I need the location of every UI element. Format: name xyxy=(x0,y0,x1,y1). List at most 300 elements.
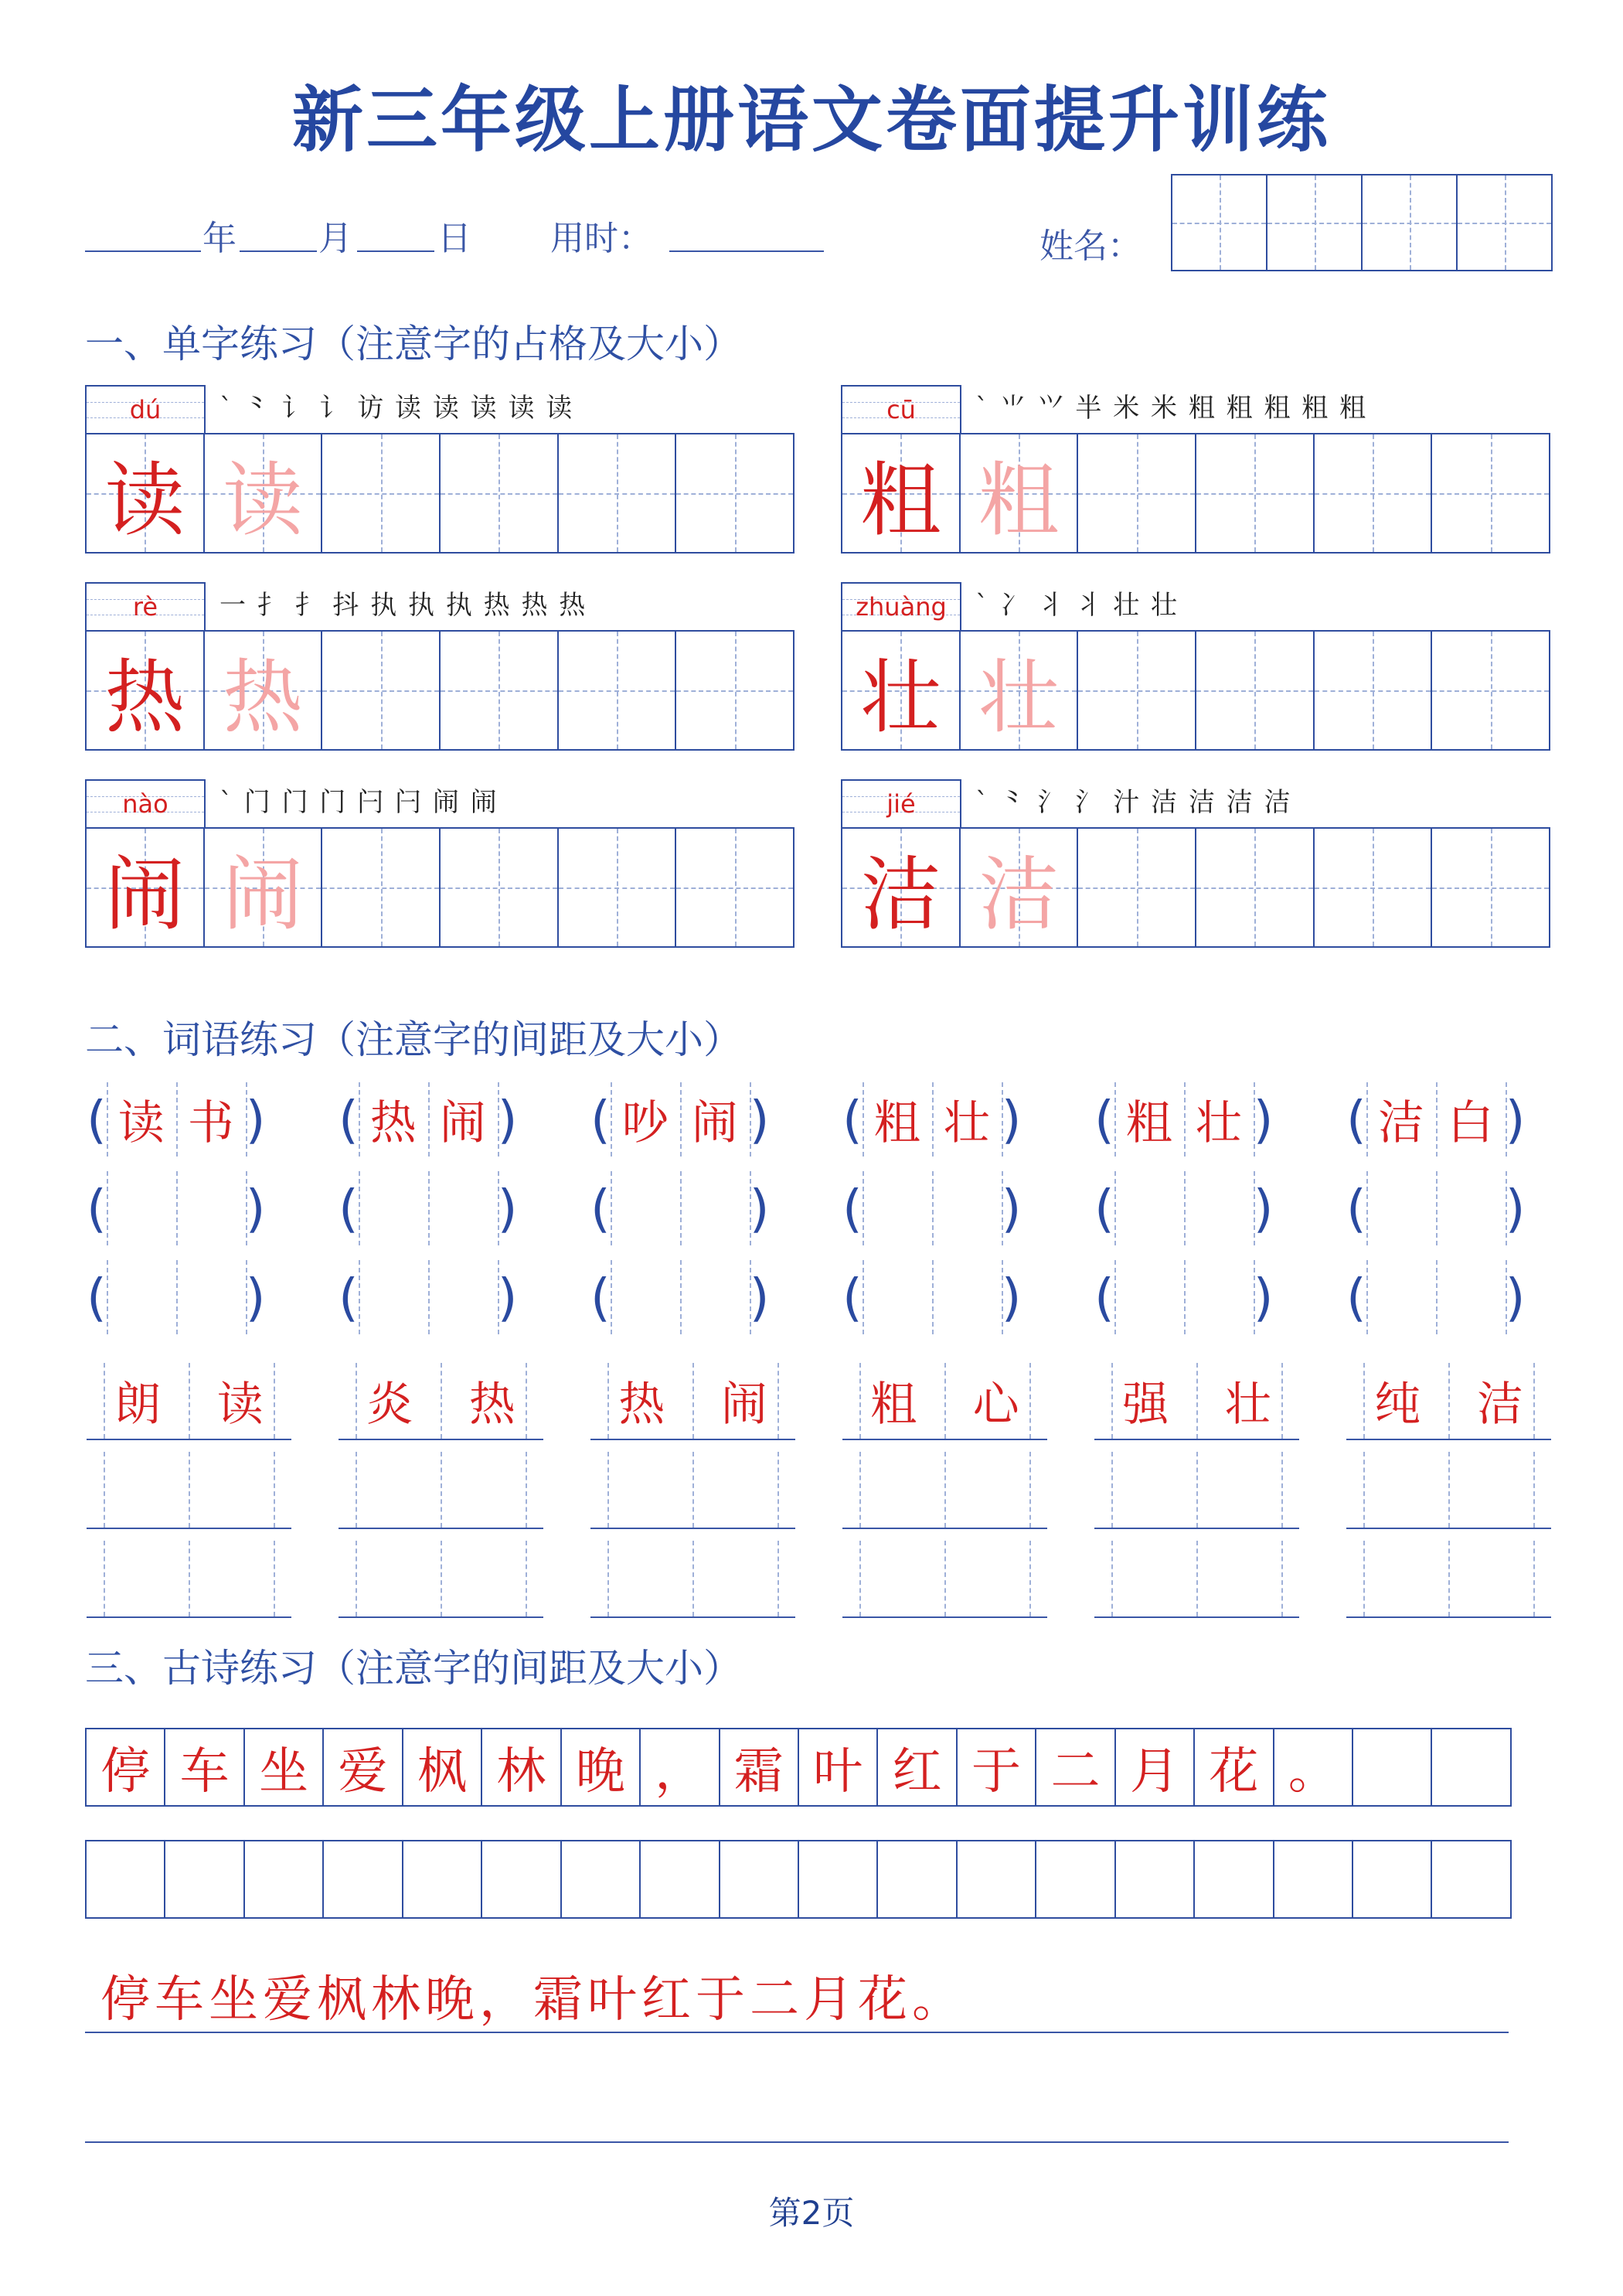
word-paren-filled xyxy=(842,1082,1022,1157)
tianzige-cell[interactable] xyxy=(322,829,441,946)
tianzige-cell xyxy=(205,829,323,946)
tianzige-cell[interactable] xyxy=(1078,434,1196,552)
word-char xyxy=(1114,1171,1184,1245)
paren-close: ) xyxy=(749,1089,770,1150)
poem-cell: 车 xyxy=(165,1729,244,1805)
word-char xyxy=(189,1452,292,1528)
paren-open: ( xyxy=(339,1178,359,1238)
paren-open: ( xyxy=(87,1178,107,1238)
day-blank[interactable] xyxy=(357,210,434,252)
poem-cell-blank[interactable] xyxy=(1353,1841,1432,1917)
pinyin-text: rè xyxy=(132,592,158,622)
word-box xyxy=(1366,1082,1506,1157)
poem-cell-blank[interactable] xyxy=(958,1841,1036,1917)
word-char xyxy=(1184,1171,1254,1245)
paren-close: ) xyxy=(1505,1178,1526,1238)
tianzige-cell[interactable] xyxy=(441,632,559,749)
paren-open: ( xyxy=(1094,1267,1114,1327)
pinyin-box xyxy=(841,582,961,630)
poem-writing-line[interactable] xyxy=(85,2141,1509,2143)
word-paren-blank[interactable] xyxy=(87,1171,266,1245)
word-char: 纯 xyxy=(1374,1378,1421,1432)
word-line-filled xyxy=(1094,1363,1299,1440)
word-box xyxy=(863,1260,1002,1334)
word-char xyxy=(863,1260,932,1334)
word-box xyxy=(863,1171,1002,1245)
poem-cell-blank[interactable] xyxy=(1036,1841,1115,1917)
tianzige-cell[interactable] xyxy=(1432,632,1549,749)
word-char: 心 xyxy=(972,1378,1019,1432)
section-1-heading: 一、单字练习（注意字的占格及大小） xyxy=(85,322,742,366)
word-paren-blank[interactable] xyxy=(1094,1171,1274,1245)
char-glyph: 壮 xyxy=(978,650,1060,744)
poem-cell: 霜 xyxy=(720,1729,799,1805)
word-box xyxy=(863,1082,1002,1157)
name-label: 姓名： xyxy=(1039,227,1142,266)
word-line-filled xyxy=(87,1363,291,1440)
word-paren-blank[interactable] xyxy=(87,1260,266,1334)
word-box xyxy=(107,1260,246,1334)
word-box xyxy=(359,1171,498,1245)
word-char xyxy=(359,1171,428,1245)
word-char xyxy=(945,1541,1048,1616)
word-box xyxy=(107,1171,246,1245)
poem-cell: 月 xyxy=(1116,1729,1195,1805)
word-line-blank[interactable] xyxy=(842,1452,1047,1529)
char-practice-block xyxy=(85,582,794,751)
char-glyph: 闹 xyxy=(104,847,185,942)
word-line-filled xyxy=(590,1363,795,1440)
tianzige-cell[interactable] xyxy=(322,632,441,749)
name-cell[interactable] xyxy=(1172,175,1267,270)
word-box xyxy=(1114,1260,1254,1334)
day-label: 日 xyxy=(437,219,471,258)
paren-open: ( xyxy=(1094,1089,1114,1150)
tianzige-cell[interactable] xyxy=(1078,829,1196,946)
word-char xyxy=(932,1171,1002,1245)
word-char xyxy=(1436,1260,1506,1334)
name-cell[interactable] xyxy=(1363,175,1458,270)
word-box xyxy=(1366,1260,1506,1334)
poem-cell: 停 xyxy=(87,1729,165,1805)
paren-close: ) xyxy=(497,1267,518,1327)
word-line-blank[interactable] xyxy=(1094,1452,1299,1529)
word-char: 吵 xyxy=(621,1096,669,1150)
time-label: 用时： xyxy=(550,219,652,258)
paren-close: ) xyxy=(497,1178,518,1238)
word-line-filled xyxy=(842,1363,1047,1440)
pinyin-text: nào xyxy=(122,789,168,819)
word-char xyxy=(945,1452,1048,1528)
name-grid[interactable] xyxy=(1171,174,1553,271)
pinyin-text: jié xyxy=(886,789,916,819)
word-char: 壮 xyxy=(943,1096,990,1150)
tianzige-cell xyxy=(961,434,1079,552)
word-char: 洁 xyxy=(1476,1378,1523,1432)
tianzige-cell xyxy=(842,632,961,749)
word-line-filled xyxy=(339,1363,543,1440)
char-glyph: 洁 xyxy=(978,847,1060,942)
stroke-order: ` ⺀ 讠 讠 访 读 读 读 读 读 xyxy=(219,393,574,424)
word-box xyxy=(107,1082,246,1157)
char-glyph: 热 xyxy=(104,650,185,744)
poem-cell: 红 xyxy=(878,1729,957,1805)
word-char xyxy=(1184,1260,1254,1334)
tianzige-cell xyxy=(87,632,205,749)
stroke-order: ` 冫 丬 丬 壮 壮 xyxy=(975,590,1179,621)
word-box xyxy=(1366,1171,1506,1245)
word-char xyxy=(176,1171,246,1245)
paren-close: ) xyxy=(1001,1089,1022,1150)
word-char: 闹 xyxy=(691,1096,738,1150)
poem-cell: ， xyxy=(641,1729,720,1805)
stroke-order: ` ⺀ 氵 氵 汁 洁 洁 洁 洁 xyxy=(975,787,1292,818)
pinyin-box xyxy=(841,385,961,433)
time-blank[interactable] xyxy=(669,210,824,252)
word-char: 闹 xyxy=(720,1378,767,1432)
poem-cell-blank[interactable] xyxy=(1195,1841,1274,1917)
paren-open: ( xyxy=(590,1089,611,1150)
poem-cell: 于 xyxy=(958,1729,1036,1805)
word-paren-filled xyxy=(87,1082,266,1157)
word-char xyxy=(1197,1452,1300,1528)
char-glyph: 壮 xyxy=(860,650,941,744)
month-label: 月 xyxy=(318,219,352,258)
poem-cell-blank[interactable] xyxy=(1116,1841,1195,1917)
word-char: 壮 xyxy=(1224,1378,1271,1432)
pinyin-box xyxy=(85,582,206,630)
tianzige-grid xyxy=(841,433,1550,554)
tianzige-cell[interactable] xyxy=(559,829,677,946)
tianzige-grid xyxy=(85,433,794,554)
page-number: 第2页 xyxy=(768,2194,855,2232)
paren-close: ) xyxy=(1505,1089,1526,1150)
poem-cell: 爱 xyxy=(324,1729,403,1805)
word-char xyxy=(339,1541,441,1616)
tianzige-cell[interactable] xyxy=(1196,632,1315,749)
word-char: 强 xyxy=(1122,1378,1169,1432)
word-char xyxy=(441,1541,544,1616)
tianzige-cell[interactable] xyxy=(676,829,793,946)
pinyin-box xyxy=(85,385,206,433)
word-char xyxy=(693,1541,796,1616)
word-box xyxy=(359,1082,498,1157)
paren-open: ( xyxy=(1346,1089,1366,1150)
poem-cell-blank[interactable] xyxy=(245,1841,324,1917)
word-paren-blank[interactable] xyxy=(339,1171,518,1245)
tianzige-cell[interactable] xyxy=(1196,434,1315,552)
tianzige-cell[interactable] xyxy=(1315,829,1433,946)
tianzige-cell[interactable] xyxy=(441,434,559,552)
paren-close: ) xyxy=(1253,1089,1274,1150)
paren-open: ( xyxy=(590,1267,611,1327)
char-glyph: 粗 xyxy=(978,453,1060,547)
word-char xyxy=(693,1452,796,1528)
char-glyph: 粗 xyxy=(860,453,941,547)
word-paren-blank[interactable] xyxy=(842,1260,1022,1334)
tianzige-cell[interactable] xyxy=(1315,434,1433,552)
tianzige-cell xyxy=(87,434,205,552)
word-line-blank[interactable] xyxy=(1094,1541,1299,1618)
tianzige-cell xyxy=(205,434,323,552)
tianzige-cell[interactable] xyxy=(1196,829,1315,946)
word-paren-filled xyxy=(590,1082,770,1157)
word-paren-blank[interactable] xyxy=(590,1260,770,1334)
word-char xyxy=(680,1260,750,1334)
poem-cell-blank[interactable] xyxy=(641,1841,720,1917)
word-char: 书 xyxy=(187,1096,234,1150)
word-char: 洁 xyxy=(1377,1096,1424,1150)
page-title: 新三年级上册语文卷面提升训练 xyxy=(291,79,1331,162)
word-char: 读 xyxy=(216,1378,264,1432)
tianzige-cell xyxy=(961,829,1079,946)
word-char: 粗 xyxy=(870,1378,917,1432)
poem-cell: 二 xyxy=(1036,1729,1115,1805)
pinyin-text: zhuàng xyxy=(856,592,947,622)
paren-open: ( xyxy=(590,1178,611,1238)
word-char: 热 xyxy=(468,1378,515,1432)
word-char xyxy=(1346,1541,1449,1616)
word-char xyxy=(339,1452,441,1528)
poem-line: 停车坐爱枫林晚，霜叶红于二月花。 xyxy=(100,1971,966,2029)
word-char xyxy=(590,1541,693,1616)
word-char xyxy=(428,1260,498,1334)
poem-cell: 叶 xyxy=(799,1729,878,1805)
poem-cell-blank[interactable] xyxy=(403,1841,482,1917)
pinyin-text: dú xyxy=(129,395,162,424)
tianzige-grid xyxy=(85,630,794,751)
tianzige-cell xyxy=(842,434,961,552)
word-char xyxy=(189,1541,292,1616)
word-line-blank[interactable] xyxy=(87,1541,291,1618)
word-char xyxy=(1366,1260,1436,1334)
word-char xyxy=(176,1260,246,1334)
word-char: 壮 xyxy=(1195,1096,1242,1150)
word-char xyxy=(1094,1541,1197,1616)
char-glyph: 洁 xyxy=(860,847,941,942)
word-char xyxy=(107,1260,176,1334)
paren-close: ) xyxy=(245,1178,266,1238)
poem-cell-blank[interactable] xyxy=(87,1841,165,1917)
char-practice-block xyxy=(85,385,794,554)
poem-cell-blank[interactable] xyxy=(720,1841,799,1917)
word-char xyxy=(1197,1541,1300,1616)
word-box xyxy=(1114,1171,1254,1245)
word-box xyxy=(611,1171,750,1245)
section-3-heading: 三、古诗练习（注意字的间距及大小） xyxy=(85,1646,742,1691)
word-line-blank[interactable] xyxy=(590,1452,795,1529)
word-line-blank[interactable] xyxy=(590,1541,795,1618)
word-char: 闹 xyxy=(439,1096,486,1150)
char-practice-block xyxy=(841,779,1550,948)
word-paren-blank[interactable] xyxy=(1094,1260,1274,1334)
word-char: 热 xyxy=(618,1378,665,1432)
poem-cell: 晚 xyxy=(562,1729,641,1805)
paren-open: ( xyxy=(87,1089,107,1150)
word-char xyxy=(87,1541,189,1616)
word-paren-blank[interactable] xyxy=(1346,1171,1526,1245)
tianzige-cell[interactable] xyxy=(1078,632,1196,749)
poem-cell-blank[interactable] xyxy=(324,1841,403,1917)
word-paren-blank[interactable] xyxy=(339,1260,518,1334)
pinyin-box xyxy=(85,779,206,827)
poem-cell-blank[interactable] xyxy=(482,1841,561,1917)
poem-cell-blank[interactable] xyxy=(1432,1841,1509,1917)
word-char xyxy=(359,1260,428,1334)
char-practice-block xyxy=(841,385,1550,554)
word-char xyxy=(932,1260,1002,1334)
word-char xyxy=(87,1452,189,1528)
paren-close: ) xyxy=(1253,1178,1274,1238)
paren-open: ( xyxy=(842,1267,863,1327)
tianzige-cell[interactable] xyxy=(676,434,793,552)
paren-open: ( xyxy=(1346,1267,1366,1327)
word-char: 粗 xyxy=(873,1096,920,1150)
word-char: 读 xyxy=(117,1096,165,1150)
tianzige-grid xyxy=(841,630,1550,751)
poem-underline xyxy=(85,2032,1509,2033)
word-char xyxy=(1449,1541,1552,1616)
pinyin-box xyxy=(841,779,961,827)
word-line-filled xyxy=(1346,1363,1551,1440)
tianzige-cell xyxy=(87,829,205,946)
tianzige-cell[interactable] xyxy=(1315,632,1433,749)
poem-cell-blank[interactable] xyxy=(165,1841,244,1917)
tianzige-cell[interactable] xyxy=(559,632,677,749)
word-char: 朗 xyxy=(114,1378,162,1432)
word-char xyxy=(680,1171,750,1245)
word-char: 白 xyxy=(1447,1096,1494,1150)
word-char xyxy=(842,1541,945,1616)
paren-open: ( xyxy=(87,1267,107,1327)
name-cell[interactable] xyxy=(1458,175,1551,270)
word-char xyxy=(1436,1171,1506,1245)
tianzige-grid xyxy=(85,827,794,948)
word-char xyxy=(1346,1452,1449,1528)
paren-close: ) xyxy=(1001,1267,1022,1327)
month-blank[interactable] xyxy=(240,210,317,252)
paren-close: ) xyxy=(749,1178,770,1238)
poem-cell: 。 xyxy=(1274,1729,1353,1805)
word-box xyxy=(1114,1082,1254,1157)
word-paren-blank[interactable] xyxy=(1346,1260,1526,1334)
word-char xyxy=(107,1171,176,1245)
word-char xyxy=(1449,1452,1552,1528)
poem-cell: 坐 xyxy=(245,1729,324,1805)
stroke-order: ` 门 门 门 闩 闩 闹 闹 xyxy=(219,787,498,818)
char-glyph: 热 xyxy=(223,650,304,744)
paren-open: ( xyxy=(339,1089,359,1150)
char-glyph: 读 xyxy=(104,453,185,547)
paren-open: ( xyxy=(1094,1178,1114,1238)
tianzige-cell xyxy=(842,829,961,946)
word-char xyxy=(863,1171,932,1245)
paren-open: ( xyxy=(339,1267,359,1327)
word-char xyxy=(428,1171,498,1245)
poem-cell: 花 xyxy=(1195,1729,1274,1805)
poem-cell-blank[interactable] xyxy=(878,1841,957,1917)
section-2-heading: 二、词语练习（注意字的间距及大小） xyxy=(85,1017,742,1062)
paren-open: ( xyxy=(1346,1178,1366,1238)
name-cell[interactable] xyxy=(1267,175,1363,270)
poem-grid-row-blank[interactable] xyxy=(85,1840,1512,1919)
tianzige-cell[interactable] xyxy=(322,434,441,552)
paren-open: ( xyxy=(842,1178,863,1238)
word-char xyxy=(441,1452,544,1528)
poem-grid-row xyxy=(85,1728,1512,1807)
tianzige-cell xyxy=(205,632,323,749)
tianzige-cell[interactable] xyxy=(1432,434,1549,552)
word-char: 炎 xyxy=(366,1378,413,1432)
poem-cell-blank[interactable] xyxy=(562,1841,641,1917)
char-practice-block xyxy=(841,582,1550,751)
tianzige-cell[interactable] xyxy=(441,829,559,946)
word-box xyxy=(611,1260,750,1334)
poem-cell: 林 xyxy=(482,1729,561,1805)
paren-close: ) xyxy=(1505,1267,1526,1327)
word-char xyxy=(611,1260,680,1334)
word-char xyxy=(1094,1452,1197,1528)
poem-cell-blank[interactable] xyxy=(1274,1841,1353,1917)
poem-cell-blank[interactable] xyxy=(799,1841,878,1917)
paren-close: ) xyxy=(1253,1267,1274,1327)
word-paren-blank[interactable] xyxy=(590,1171,770,1245)
stroke-order: 一 扌 扌 抖 执 执 执 热 热 热 xyxy=(219,590,587,621)
char-glyph: 闹 xyxy=(223,847,304,942)
paren-close: ) xyxy=(245,1089,266,1150)
char-glyph: 读 xyxy=(223,453,304,547)
word-char xyxy=(1114,1260,1184,1334)
tianzige-cell[interactable] xyxy=(559,434,677,552)
paren-close: ) xyxy=(749,1267,770,1327)
word-paren-filled xyxy=(1346,1082,1526,1157)
word-box xyxy=(611,1082,750,1157)
paren-open: ( xyxy=(842,1089,863,1150)
year-blank[interactable] xyxy=(85,210,201,252)
word-char: 粗 xyxy=(1125,1096,1172,1150)
paren-close: ) xyxy=(497,1089,518,1150)
word-char xyxy=(611,1171,680,1245)
poem-cell xyxy=(1432,1729,1509,1805)
poem-cell xyxy=(1353,1729,1432,1805)
word-char xyxy=(590,1452,693,1528)
char-practice-block xyxy=(85,779,794,948)
tianzige-grid xyxy=(841,827,1550,948)
word-char xyxy=(1366,1171,1436,1245)
word-line-blank[interactable] xyxy=(339,1541,543,1618)
word-paren-filled xyxy=(1094,1082,1274,1157)
tianzige-cell[interactable] xyxy=(1432,829,1549,946)
stroke-order: ` ⺌ ⺍ 半 米 米 粗 粗 粗 粗 粗 xyxy=(975,393,1368,424)
word-line-blank[interactable] xyxy=(87,1452,291,1529)
word-line-blank[interactable] xyxy=(1346,1452,1551,1529)
word-line-blank[interactable] xyxy=(1346,1541,1551,1618)
tianzige-cell[interactable] xyxy=(676,632,793,749)
word-paren-blank[interactable] xyxy=(842,1171,1022,1245)
paren-close: ) xyxy=(245,1267,266,1327)
word-char: 热 xyxy=(369,1096,417,1150)
word-line-blank[interactable] xyxy=(339,1452,543,1529)
word-paren-filled xyxy=(339,1082,518,1157)
word-line-blank[interactable] xyxy=(842,1541,1047,1618)
tianzige-cell xyxy=(961,632,1079,749)
word-char xyxy=(842,1452,945,1528)
poem-cell: 枫 xyxy=(403,1729,482,1805)
paren-close: ) xyxy=(1001,1178,1022,1238)
year-label: 年 xyxy=(202,219,236,258)
pinyin-text: cū xyxy=(886,395,916,424)
word-box xyxy=(359,1260,498,1334)
